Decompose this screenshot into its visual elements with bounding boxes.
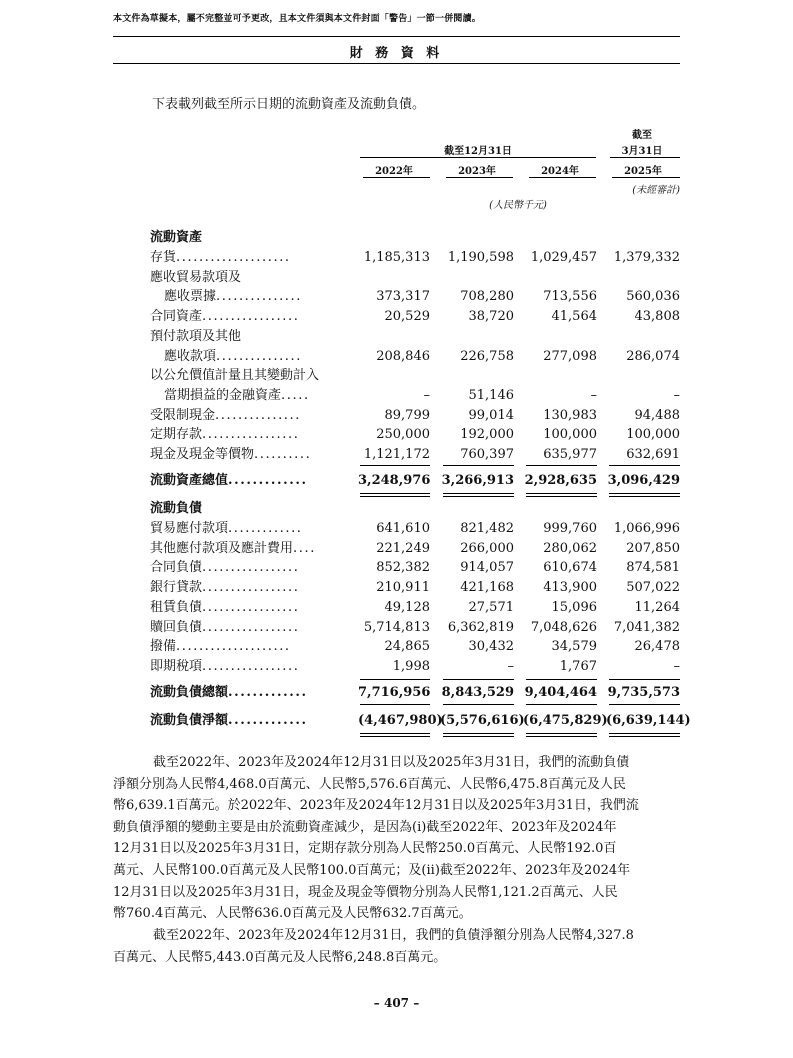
underline: [609, 679, 680, 680]
header-group-rule: [360, 157, 596, 158]
row-label: [150, 657, 299, 677]
table-cell: 9,404,464: [524, 685, 597, 700]
underline: [443, 679, 514, 680]
table-cell: 7,041,382: [613, 619, 680, 635]
leader-dots: .................: [202, 658, 300, 674]
table-cell: 208,846: [376, 348, 430, 364]
table-cell: 413,900: [543, 580, 597, 596]
row-label: [150, 366, 319, 386]
table-row: [150, 268, 685, 288]
table-cell: 207,850: [626, 540, 680, 556]
table-cell: 874,581: [626, 560, 680, 576]
row-label-text: 流動負債淨額: [150, 713, 229, 728]
para1-line: 動負債淨額的變動主要是由於流動資產減少，是因為(i)截至2022年、2023年及2024年: [113, 819, 617, 835]
table-row: [150, 248, 685, 268]
table-cell: 9,735,573: [607, 685, 680, 700]
leader-dots: .............: [228, 713, 308, 728]
row-label: [150, 519, 303, 539]
table-cell: 20,529: [384, 309, 430, 325]
row-label-text: 流動資產總值: [150, 473, 229, 488]
total-row: [150, 471, 685, 491]
row-label: [150, 618, 299, 638]
table-row: [150, 307, 685, 327]
underline: [609, 704, 680, 705]
table-row: [150, 618, 685, 638]
table-cell: 11,264: [634, 599, 680, 615]
row-label-text: 其他應付款項及應計費用: [150, 540, 294, 556]
table-row: [150, 327, 685, 347]
double-underline: [609, 733, 680, 737]
table-cell: 3,096,429: [607, 473, 680, 488]
table-cell: 100,000: [543, 427, 597, 443]
para1-line: 12月31日以及2025年3月31日，現金及現金等價物分別為人民幣1,121.2百萬元、人民: [113, 884, 618, 900]
table-cell: 286,074: [626, 348, 680, 364]
row-label-text: 受限制現金: [150, 407, 216, 423]
year-2022: 2022年: [375, 166, 413, 177]
table-cell: 641,610: [376, 521, 430, 536]
leader-dots: .................: [202, 560, 300, 576]
row-label: [150, 578, 299, 598]
table-cell: 635,977: [543, 447, 597, 462]
row-label-text: 銀行貸款: [150, 580, 203, 596]
row-label-text: 預付款項及其他: [150, 328, 242, 344]
table-cell: –: [423, 387, 430, 403]
row-label-text: 存貨: [150, 250, 177, 265]
leader-dots: ...............: [216, 289, 303, 305]
table-cell: 49,128: [384, 599, 430, 615]
table-cell: 507,022: [626, 580, 680, 596]
table-cell: 51,146: [468, 387, 514, 403]
row-label-text: 應收票據: [164, 289, 217, 305]
table-cell: 914,057: [460, 560, 514, 576]
total-row: [150, 683, 685, 703]
row-label: [150, 598, 299, 618]
row-label-text: 現金及現金等價物: [150, 447, 255, 462]
table-cell: 94,488: [634, 407, 680, 423]
table-cell: –: [673, 658, 680, 674]
table-cell: 3,266,913: [441, 473, 514, 488]
table-cell: 34,579: [551, 639, 597, 655]
leader-dots: .................: [202, 427, 300, 443]
leader-dots: .................: [202, 619, 300, 635]
underline: [443, 704, 514, 705]
row-label-text: 撥備: [150, 639, 177, 655]
unaudited-note: (未經審計): [632, 185, 680, 196]
table-cell: 43,808: [634, 309, 680, 325]
table-cell: 210,911: [376, 580, 430, 596]
table-cell: 221,249: [376, 540, 430, 556]
table-row: [150, 347, 685, 367]
table-row: [150, 558, 685, 578]
leader-dots: ...............: [215, 407, 302, 423]
year-2025: 2025年: [624, 166, 662, 177]
table-cell: 1,029,457: [530, 250, 597, 265]
table-cell: 250,000: [376, 427, 430, 443]
row-label-text: 應收款項: [164, 348, 217, 364]
row-label: [164, 386, 310, 406]
table-cell: 1,190,598: [447, 250, 514, 265]
table-cell: 266,000: [460, 540, 514, 556]
current-liabilities-heading: 流動負債: [150, 501, 203, 516]
year-rule: [446, 177, 513, 178]
row-label-text: 即期稅項: [150, 658, 203, 674]
leader-dots: .................: [202, 580, 300, 596]
underline: [360, 465, 430, 466]
table-cell: 999,760: [543, 521, 597, 536]
table-cell: 26,478: [634, 639, 680, 655]
underline: [526, 704, 597, 705]
table-cell: 421,168: [460, 580, 514, 596]
table-cell: 277,098: [543, 348, 597, 364]
row-label: [150, 637, 291, 657]
row-label: [150, 539, 316, 559]
paragraph-net-liabilities: [113, 752, 680, 925]
year-2024: 2024年: [541, 166, 579, 177]
table-cell: 130,983: [543, 407, 597, 423]
table-cell: 5,714,813: [363, 619, 430, 635]
table-row: [150, 386, 685, 406]
table-row: [150, 578, 685, 598]
double-underline: [443, 733, 514, 737]
leader-dots: .................: [202, 599, 300, 615]
row-label: [150, 425, 299, 445]
table-cell: 7,716,956: [358, 685, 431, 700]
double-underline: [526, 493, 597, 497]
leader-dots: ....................: [176, 250, 291, 265]
table-cell: 8,843,529: [441, 685, 514, 700]
underline: [360, 704, 430, 705]
table-cell: 27,571: [468, 599, 514, 615]
current-assets-heading: 流動資產: [150, 230, 203, 245]
year-2023: 2023年: [458, 166, 496, 177]
title-rule: [113, 63, 680, 64]
table-cell: 15,096: [551, 599, 597, 615]
header-mar-rule: [610, 157, 680, 158]
table-cell: 560,036: [626, 289, 680, 305]
table-cell: 713,556: [543, 289, 597, 305]
leader-dots: .................: [202, 309, 300, 325]
table-cell: –: [590, 387, 597, 403]
leader-dots: .............: [228, 685, 308, 700]
table-cell: 1,767: [559, 658, 597, 674]
row-label-text: 合同資產: [150, 309, 203, 325]
para1-line: 幣6,639.1百萬元。於2022年、2023年及2024年12月31日以及2025年3月31日，我們流: [113, 798, 639, 814]
underline: [360, 679, 430, 680]
table-cell: 226,758: [460, 348, 514, 364]
paragraph-net-debt: [113, 925, 680, 968]
table-cell: –: [673, 387, 680, 403]
table-cell: 1,066,996: [613, 521, 680, 536]
header-mar-line1: 截至: [632, 130, 652, 141]
row-label-text: 當期損益的金融資產: [164, 387, 282, 403]
row-label: [164, 347, 302, 367]
para2-line: 截至2022年、2023年及2024年12月31日，我們的負債淨額分別為人民幣4,327.8: [153, 928, 634, 943]
row-label-text: 贖回負債: [150, 619, 203, 635]
row-label: [150, 327, 241, 347]
underline: [526, 679, 597, 680]
header-rule: [113, 36, 680, 37]
table-row: [150, 657, 685, 677]
table-cell: 30,432: [468, 639, 514, 655]
currency-unit: (人民幣千元): [489, 200, 547, 211]
leader-dots: ....................: [176, 639, 291, 655]
row-label-text: 流動負債總額: [150, 685, 229, 700]
header-mar-line2: 3月31日: [621, 146, 663, 157]
header-dec-group: 截至12月31日: [444, 146, 512, 157]
table-cell: 3,248,976: [358, 473, 431, 488]
table-row: [150, 445, 685, 465]
leader-dots: ....: [293, 540, 316, 556]
table-row: [150, 519, 685, 539]
row-label: [150, 248, 291, 268]
table-cell: 760,397: [460, 447, 514, 462]
row-label-text: 應收貿易款項及: [150, 269, 242, 285]
para1-line: 幣760.4百萬元、人民幣636.0百萬元及人民幣632.7百萬元。: [113, 906, 472, 922]
double-underline: [443, 493, 514, 497]
para1-line: 淨額分別為人民幣4,468.0百萬元、人民幣5,576.6百萬元、人民幣6,475.8百萬元及人民: [113, 776, 626, 792]
row-label: [150, 683, 308, 703]
table-row: [150, 425, 685, 445]
table-cell: 99,014: [468, 407, 514, 423]
table-cell: 38,720: [468, 309, 514, 325]
row-label: [150, 471, 308, 491]
table-row: [150, 539, 685, 559]
underline: [526, 465, 597, 466]
table-cell: 632,691: [626, 447, 680, 462]
para1-line: 萬元、人民幣100.0百萬元及人民幣100.0百萬元；及(ii)截至2022年、2023年及2024年: [113, 862, 631, 878]
leader-dots: .....: [281, 387, 310, 403]
leader-dots: ...............: [216, 348, 303, 364]
table-cell: 100,000: [626, 427, 680, 443]
leader-dots: .............: [228, 473, 308, 488]
para1-line: 截至2022年、2023年及2024年12月31日以及2025年3月31日，我們的流動負債: [153, 755, 630, 770]
table-row: [150, 366, 685, 386]
table-cell: (4,467,980): [358, 713, 443, 728]
table-cell: (6,475,829): [523, 713, 608, 728]
table-cell: 24,865: [384, 639, 430, 655]
year-rule: [363, 177, 430, 178]
table-row: [150, 406, 685, 426]
row-label-text: 租賃負債: [150, 599, 203, 615]
table-row: [150, 287, 685, 307]
table-cell: 89,799: [384, 407, 430, 423]
leader-dots: .............: [228, 521, 303, 536]
section-title: 財 務 資 料: [349, 46, 444, 61]
row-label: [150, 307, 299, 327]
table-cell: (5,576,616): [440, 713, 525, 728]
double-underline: [360, 493, 430, 497]
para1-line: 12月31日以及2025年3月31日，定期存款分別為人民幣250.0百萬元、人民幣192.0百: [113, 841, 617, 857]
row-label-text: 定期存款: [150, 427, 203, 443]
row-label: [164, 287, 302, 307]
table-cell: 1,998: [392, 658, 430, 674]
page-number: – 407 –: [373, 996, 420, 1010]
double-underline: [526, 733, 597, 737]
row-label: [150, 558, 299, 578]
underline: [609, 465, 680, 466]
table-cell: 708,280: [460, 289, 514, 305]
row-label-text: 以公允價值計量且其變動計入: [150, 368, 320, 384]
row-label: [150, 406, 301, 426]
table-cell: 41,564: [551, 309, 597, 325]
table-cell: 1,121,172: [363, 447, 430, 462]
table-cell: 373,317: [376, 289, 430, 305]
table-row: [150, 637, 685, 657]
double-underline: [360, 733, 430, 737]
row-label-text: 合同負債: [150, 560, 203, 576]
row-label-text: 貿易應付款項: [150, 521, 229, 536]
table-cell: 2,928,635: [524, 473, 597, 488]
table-cell: 6,362,819: [447, 619, 514, 635]
double-underline: [609, 493, 680, 497]
table-cell: 852,382: [376, 560, 430, 576]
row-label: [150, 268, 241, 288]
table-cell: 7,048,626: [530, 619, 597, 635]
year-rule: [529, 177, 596, 178]
leader-dots: ..........: [254, 447, 312, 462]
row-label: [150, 711, 308, 731]
table-cell: (6,639,144): [606, 713, 691, 728]
table-cell: 1,185,313: [363, 250, 430, 265]
para2-line: 百萬元、人民幣5,443.0百萬元及人民幣6,248.8百萬元。: [113, 949, 447, 965]
intro-text: 下表載列截至所示日期的流動資產及流動負債。: [152, 97, 426, 112]
table-cell: 1,379,332: [613, 250, 680, 265]
table-row: [150, 598, 685, 618]
table-cell: –: [507, 658, 514, 674]
table-cell: 280,062: [543, 540, 597, 556]
underline: [443, 465, 514, 466]
year-rule: [612, 177, 680, 178]
net-row: [150, 711, 691, 731]
table-cell: 192,000: [460, 427, 514, 443]
row-label: [150, 445, 311, 465]
draft-warning-banner: 本文件為草擬本，屬不完整並可予更改，且本文件須與本文件封面「警告」一節一併閱讀。: [113, 14, 482, 24]
table-cell: 610,674: [543, 560, 597, 576]
table-cell: 821,482: [460, 521, 514, 536]
